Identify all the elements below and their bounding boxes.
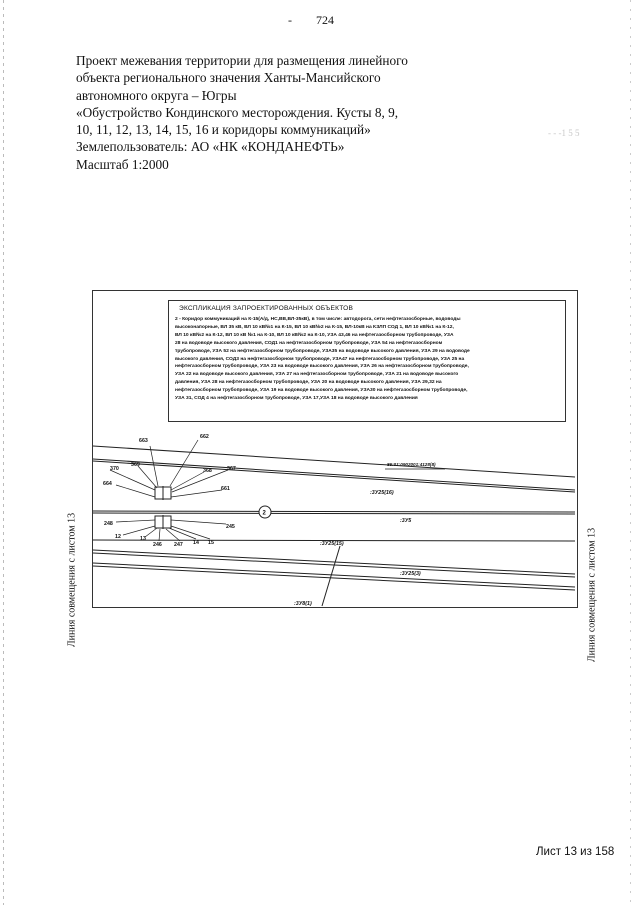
legend-line: высокого давления, СОД3 на нефтегазосборном трубопроводе, УЗА47 на нефтегазосборном трубопроводе, УЗА 25 на — [175, 356, 465, 362]
corridor-line — [93, 513, 575, 514]
legend-box — [168, 300, 566, 422]
legend-line: УЗА 31, СОД 4 на нефтегазосборном трубопроводе, УЗА 17,УЗА 18 на водоводе высокого давления — [175, 396, 418, 402]
point-label: 663 — [139, 438, 148, 444]
leader-line — [170, 440, 198, 486]
leader-line — [138, 466, 157, 488]
point-label: 370 — [110, 466, 119, 472]
leader-line — [159, 529, 160, 541]
header-line: автономного округа – Югры — [76, 87, 237, 103]
point-label: 664 — [103, 481, 112, 487]
point-label: 367 — [227, 466, 236, 472]
point-label: 368 — [203, 468, 212, 474]
leader-line — [116, 485, 155, 497]
pipeline-line — [93, 566, 575, 590]
boundary-line — [93, 446, 575, 477]
pipeline-line — [93, 550, 575, 574]
legend-line: давления, УЗА 28 на нефтегазосборном трубопроводе, УЗА 20 на водоводе высокого давления, УЗА 29,32 на — [175, 380, 442, 386]
match-line-text: Линия совмещения с листом 13 — [66, 512, 78, 648]
match-line-label-left — [65, 505, 79, 655]
legend-line: нефтегазосборном трубопроводе, УЗА 23 на водоводе высокого давления, УЗА 26 на нефтегазосборном трубопроводе, — [175, 364, 469, 370]
parcel-label: :3У25(15) — [320, 541, 344, 547]
legend-line: ВЛ 10 кВ№2 на К-12, ВЛ 10 кВ №1 на К-10, ВЛ 10 кВ№2 на К-10, УЗА 43,46 на нефтегазосборном трубопроводе, УЗА — [175, 332, 454, 338]
point-label: 248 — [104, 521, 113, 527]
leader-line — [172, 470, 228, 492]
point-label: 246 — [153, 542, 162, 548]
point-label: 15 — [208, 540, 214, 546]
point-label: 247 — [174, 542, 183, 548]
leader-line — [150, 446, 158, 486]
point-label: 662 — [200, 434, 209, 440]
leader-line — [110, 470, 155, 490]
parcel-divider — [322, 546, 340, 606]
point-label: 661 — [221, 486, 230, 492]
sheet-number: Лист 13 из 158 — [536, 846, 615, 858]
parcel-label: :3У25(3) — [400, 571, 421, 577]
parcel-label: :3У5 — [400, 518, 412, 524]
leader-line — [171, 490, 222, 497]
legend-line: УЗА 22 на водоводе высокого давления, УЗА 27 на нефтегазосборном трубопроводе, УЗА 21 на водоводе высокого — [175, 372, 459, 378]
header-line: Землепользователь: АО «НК «КОНДАНЕФТЬ» — [76, 139, 345, 155]
page-number: 724 — [316, 13, 334, 27]
cadastral-number-label: 86:01:0902001:4128(8) — [387, 462, 436, 467]
leader-line — [166, 529, 180, 541]
header-line: 10, 11, 12, 13, 14, 15, 16 и коридоры коммуникаций» — [76, 122, 371, 138]
corridor-line — [93, 511, 575, 512]
header-line: Масштаб 1:2000 — [76, 156, 169, 172]
point-label: 12 — [115, 534, 121, 540]
legend-line: 28 на водоводе высокого давления, СОД1 на нефтегазосборном трубопроводе, УЗА 54 на нефтегазосборном — [175, 340, 443, 346]
point-label: 245 — [226, 524, 235, 530]
header-line: Проект межевания территории для размещения линейного — [76, 53, 408, 68]
leader-line — [116, 520, 155, 522]
legend-body — [175, 316, 561, 403]
page-dash-mark: - — [288, 13, 292, 27]
leader-line — [145, 528, 157, 537]
parcel-label: :3У25(16) — [370, 490, 394, 496]
legend-line: высоконапорные, ВЛ 35 кВ, ВЛ 10 кВ№1 на К-15, ВЛ 10 кВ№2 на К-15, ВЛ-10кВ на КЗЛП СОД 1, ВЛ 10 кВ№1 на К-12, — [175, 324, 454, 330]
legend-line: трубопроводе, УЗА 52 на нефтегазосборном трубопроводе, УЗА35 на водоводе высокого давления, УЗА 29 на водоводе — [175, 348, 470, 354]
match-line-label-right — [585, 520, 599, 670]
leader-line — [123, 526, 155, 535]
point-label: 369 — [131, 462, 140, 468]
point-label: 13 — [140, 536, 146, 542]
parcel-label: :3У8(1) — [294, 601, 312, 607]
header-line: объекта регионального значения Ханты-Мансийского — [76, 70, 381, 86]
road-edge-line — [93, 459, 575, 490]
header-line: «Обустройство Кондинского месторождения. Кусты 8, 9, — [76, 104, 399, 120]
legend-title: ЭКСПЛИКАЦИЯ ЗАПРОЕКТИРОВАННЫХ ОБЪЕКТОВ — [179, 305, 354, 312]
faint-margin-mark: - - -1 5 5 — [548, 128, 580, 138]
legend-line: 2 - Коридор коммуникаций на К-15(А/д, НС,ВВ,ВЛ-35кВ), в том числе: автодорога, сети нефтегазосборные, водоводы — [175, 317, 461, 322]
object-number: 2 — [262, 510, 266, 517]
legend-line: нефтегазосборном трубопроводе, УЗА 19 на водоводе высокого давления, УЗА30 на нефтегазосборном трубопроводе, — [175, 388, 468, 394]
point-label: 14 — [193, 540, 199, 546]
match-line-text: Линия совмещения с листом 13 — [586, 527, 598, 663]
leader-line — [171, 520, 226, 524]
